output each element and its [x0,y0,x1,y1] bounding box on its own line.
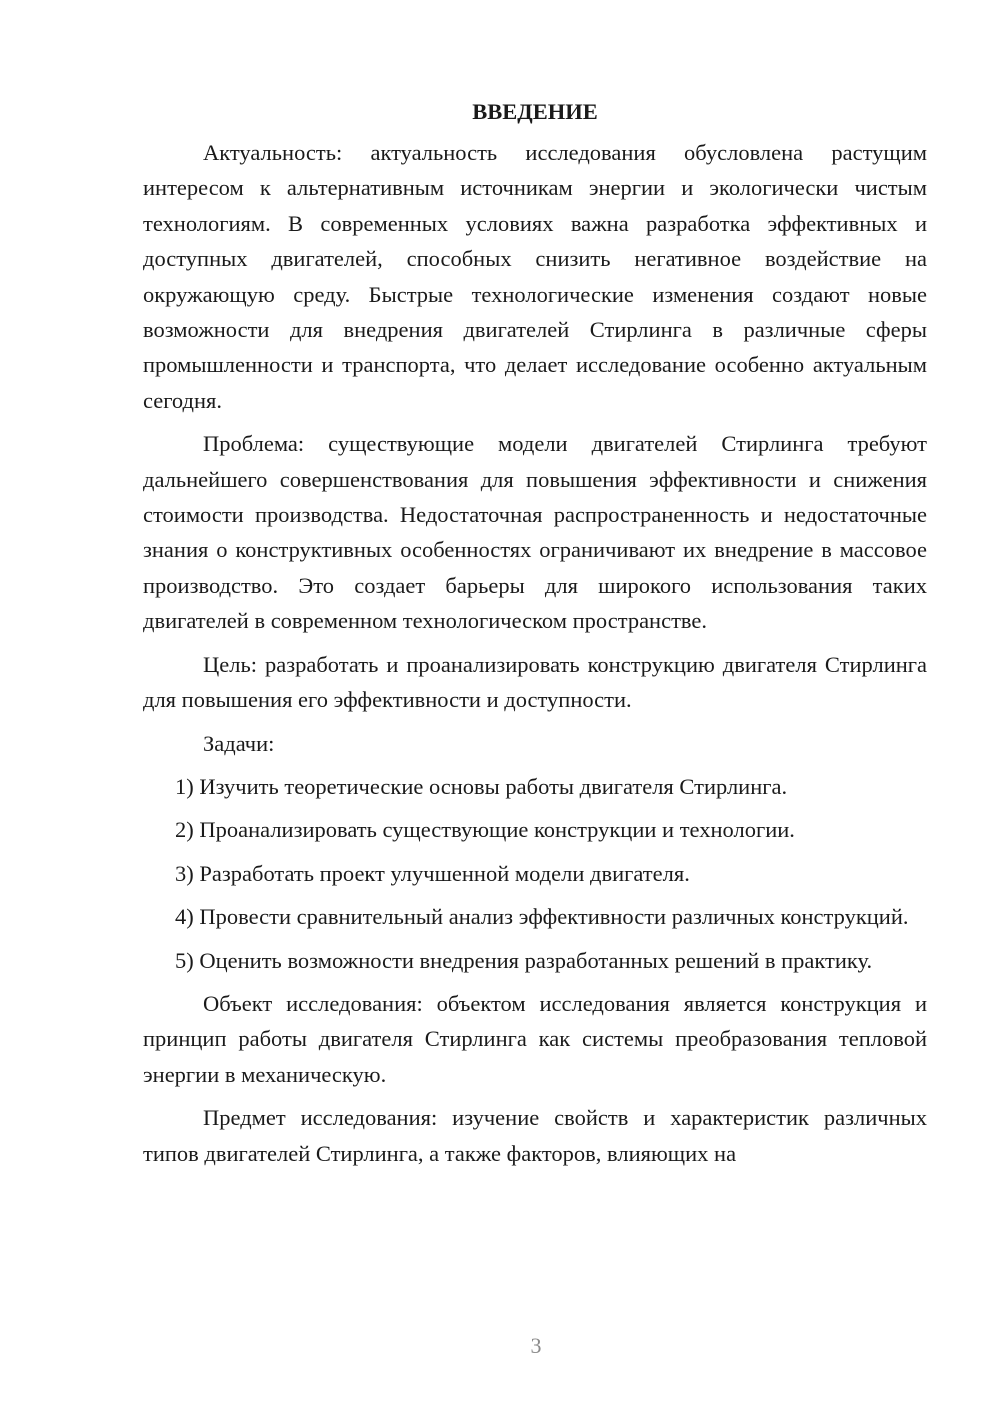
task-item: 2) Проанализировать существующие конструкции и технологии. [175,817,795,843]
task-item: 3) Разработать проект улучшенной модели двигателя. [175,860,690,886]
task-item: 1) Изучить теоретические основы работы двигателя Стирлинга. [175,773,788,799]
paragraph-actuality: Актуальность: актуальность исследования обусловлена растущим интересом к альтернативным источникам энергии и экологически чистым технологиям. В современных условиях важна разработка эффективных и доступных двигателей, способных снизить негативное воздействие на окружающую среду. Быстрые технологические изменения создают новые возможности для внедрения двигателей Стирлинга в различные сферы промышленности и транспорта, что делает исследование особенно актуальным сегодня. [143,140,927,413]
section-heading: ВВЕДЕНИЕ [472,99,598,124]
tasks-title: Задачи: [203,730,275,756]
task-item: 5) Оценить возможности внедрения разработанных решений в практику. [175,947,873,973]
paragraph-problem: Проблема: существующие модели двигателей Стирлинга требуют дальнейшего совершенствования для повышения эффективности и снижения стоимости производства. Недостаточная распространенность и недостаточные знания о конструктивных особенностях ограничивают их внедрение в массовое производство. Это создает барьеры для широкого использования таких двигателей в современном технологическом пространстве. [143,431,927,634]
paragraph-goal: Цель: разработать и проанализировать конструкцию двигателя Стирлинга для повышения его эффективности и доступности. [143,651,927,713]
paragraph-object: Объект исследования: объектом исследования является конструкция и принцип работы двигателя Стирлинга как системы преобразования тепловой энергии в механическую. [143,990,927,1087]
task-item: 4) Провести сравнительный анализ эффективности различных конструкций. [175,904,909,930]
page-content [143,94,927,1179]
page-number: 3 [530,1333,542,1358]
paragraph-subject: Предмет исследования: изучение свойств и характеристик различных типов двигателей Стирлинга, а также факторов, влияющих на [143,1105,927,1166]
